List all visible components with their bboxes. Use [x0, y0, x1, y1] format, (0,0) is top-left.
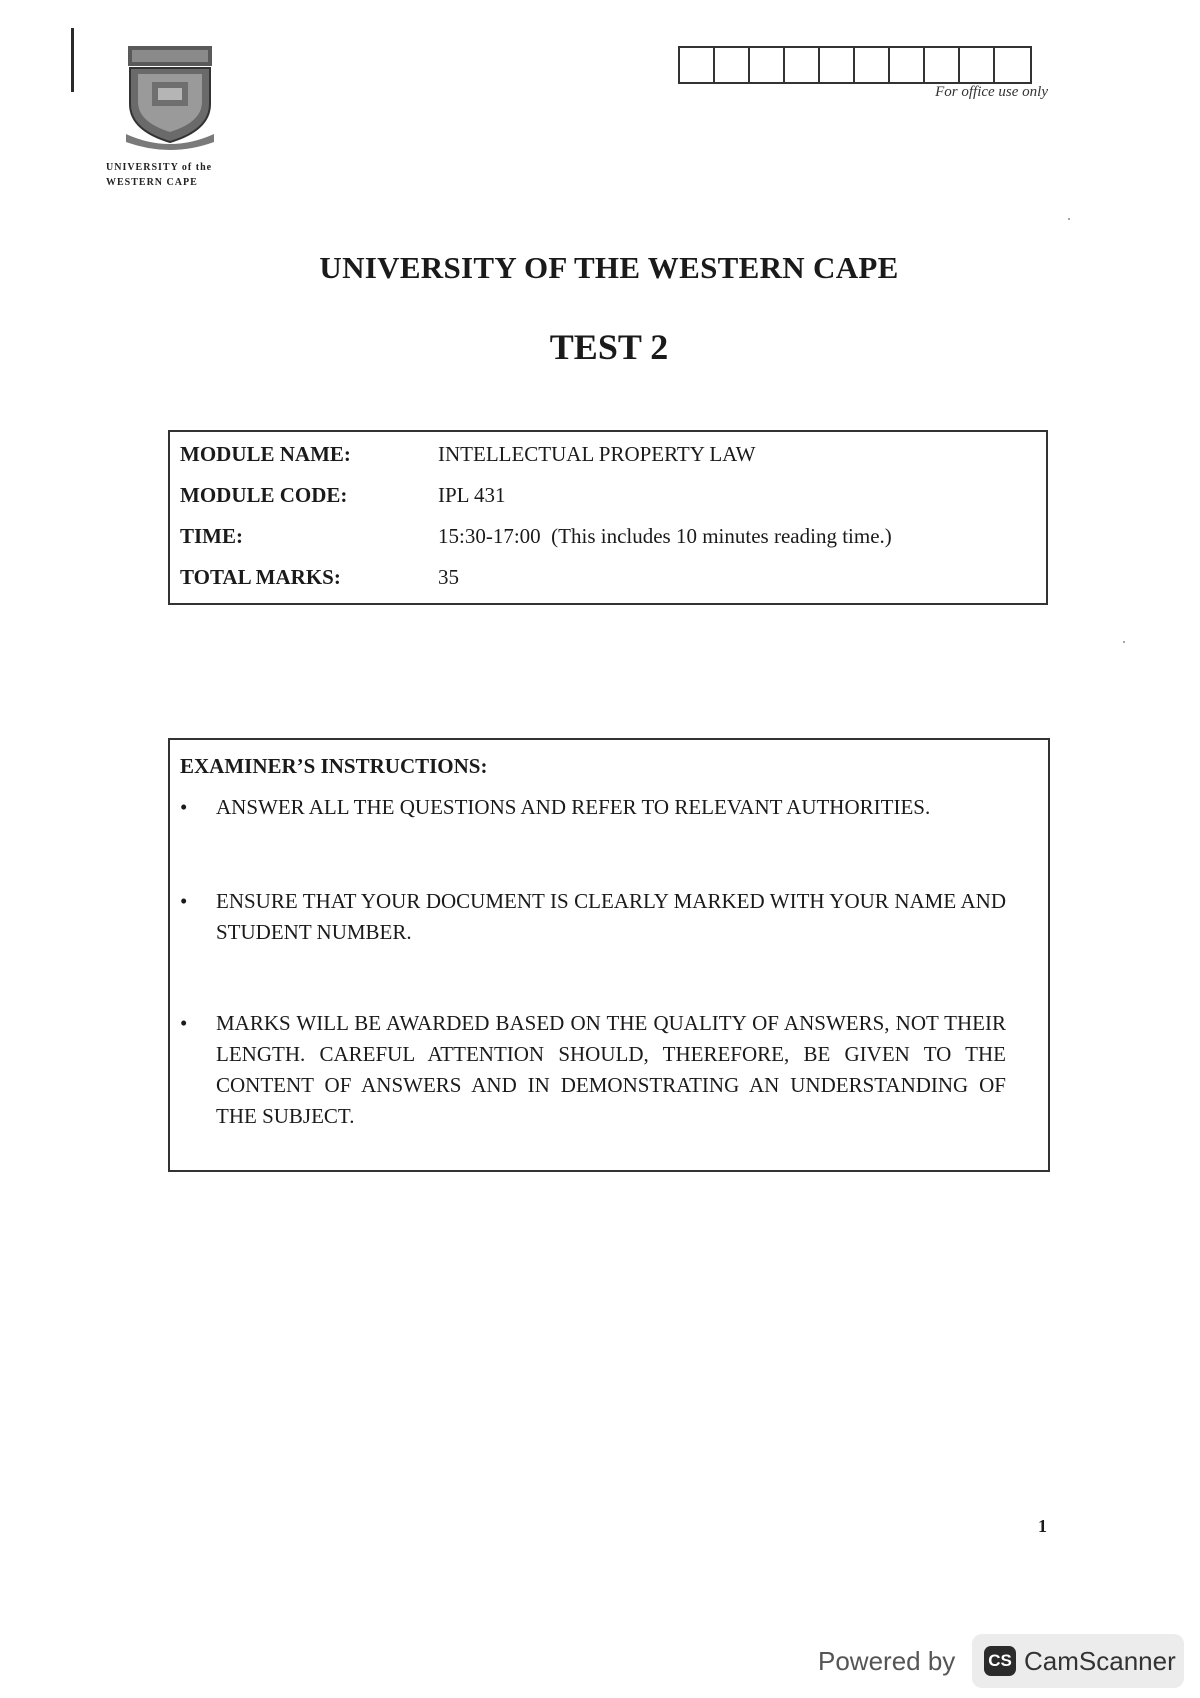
instruction-text: ENSURE THAT YOUR DOCUMENT IS CLEARLY MARKED WITH YOUR NAME AND STUDENT NUMBER. [216, 889, 1006, 944]
instructions-box [168, 738, 1050, 1172]
module-code-value: IPL 431 [438, 483, 506, 507]
instruction-text: ANSWER ALL THE QUESTIONS AND REFER TO RELEVANT AUTHORITIES. [216, 795, 931, 819]
logo-text-line2: WESTERN CAPE [106, 177, 198, 188]
office-box [820, 48, 855, 82]
bullet-icon: • [180, 795, 188, 819]
module-name-label: MODULE NAME: [180, 442, 351, 466]
office-use-label: For office use only [935, 84, 1048, 100]
university-title: UNIVERSITY OF THE WESTERN CAPE [319, 250, 899, 285]
bullet-icon: • [180, 889, 188, 913]
test-title: TEST 2 [549, 327, 669, 367]
logo-text-line1: UNIVERSITY of the [106, 162, 213, 173]
office-use-boxes [678, 46, 1032, 84]
time-row [180, 524, 892, 549]
office-box [890, 48, 925, 82]
camscanner-badge [972, 1634, 1184, 1688]
bullet-icon: • [180, 1011, 188, 1035]
crest-icon [122, 42, 218, 152]
module-name-value: INTELLECTUAL PROPERTY LAW [438, 442, 756, 466]
module-name-row [180, 442, 755, 467]
camscanner-brand: CamScanner [1024, 1645, 1176, 1676]
office-box [960, 48, 995, 82]
page-number: 1 [1038, 1516, 1047, 1536]
module-code-label: MODULE CODE: [180, 483, 348, 507]
instruction-text: MARKS WILL BE AWARDED BASED ON THE QUALITY OF ANSWERS, NOT THEIR LENGTH. CAREFUL ATTENTION SHOULD, THEREFORE, BE GIVEN TO THE CONTENT OF ANSWERS AND IN DEMONSTRATING AN UNDERSTANDING OF THE SUBJECT. [216, 1011, 1006, 1128]
office-box [925, 48, 960, 82]
instruction-item [180, 792, 1006, 823]
time-label: TIME: [180, 524, 243, 548]
scan-edge-mark [71, 28, 74, 92]
powered-by-text: Powered by [818, 1646, 956, 1676]
instruction-item [180, 886, 1006, 948]
module-info-box [168, 430, 1048, 605]
instructions-heading: EXAMINER’S INSTRUCTIONS: [180, 754, 488, 778]
total-marks-row [180, 565, 459, 590]
camscanner-icon: CS [984, 1646, 1016, 1676]
office-box [995, 48, 1030, 82]
time-value: 15:30-17:00 (This includes 10 minutes reading time.) [438, 524, 892, 548]
university-logo [106, 42, 234, 190]
office-box [785, 48, 820, 82]
office-box [680, 48, 715, 82]
module-code-row [180, 483, 505, 508]
office-box [715, 48, 750, 82]
scan-speck [1068, 218, 1070, 220]
office-box [750, 48, 785, 82]
scan-speck [1123, 641, 1125, 643]
instruction-item [180, 1008, 1006, 1132]
total-marks-value: 35 [438, 565, 459, 589]
total-marks-label: TOTAL MARKS: [180, 565, 341, 589]
office-box [855, 48, 890, 82]
